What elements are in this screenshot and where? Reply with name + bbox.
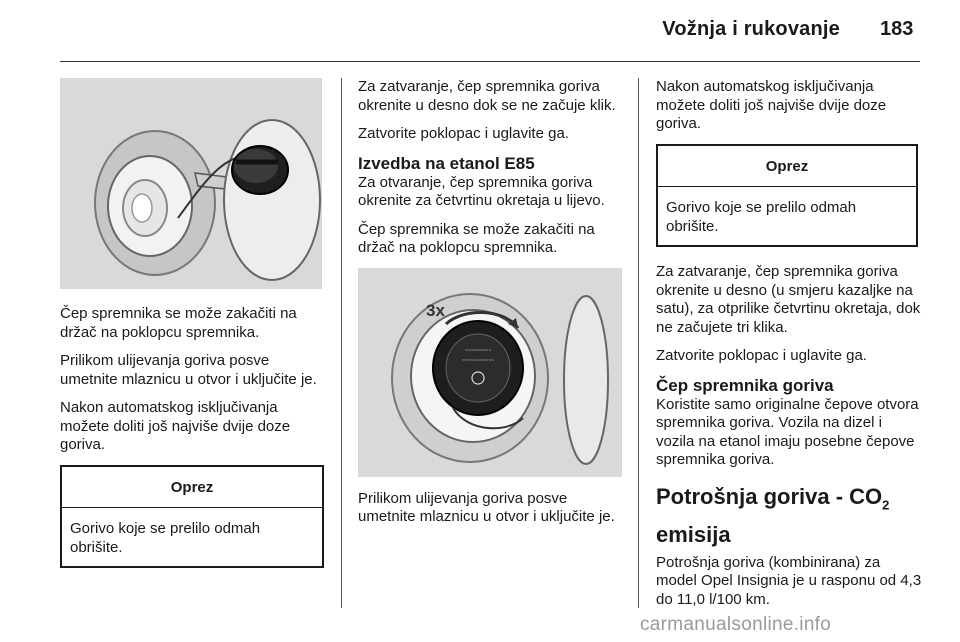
- svg-text:~~~~~~~~~: ~~~~~~~~~: [464, 347, 492, 354]
- caution-heading: Oprez: [658, 146, 916, 188]
- heading-subscript: 2: [882, 496, 890, 512]
- paragraph: Zatvorite poklopac i uglavite ga.: [656, 347, 867, 364]
- paragraph: Za zatvaranje, čep spremnika goriva okrenite u desno (u smjeru kazaljke na satu), za otprilike četvrtinu okretaja, dok ne začujete tri klika.: [656, 263, 921, 336]
- paragraph: Nakon automatskog isključivanja možete doliti još najviše dvije doze goriva.: [656, 78, 887, 132]
- header-divider: [60, 61, 920, 62]
- page-header-title: Vožnja i rukovanje: [662, 18, 840, 40]
- paragraph: Potrošnja goriva (kombinirana) za model Opel Insignia je u rasponu od 4,3 do 11,0 l/100 km.: [656, 553, 922, 608]
- caution-box: [656, 144, 918, 248]
- heading-text-line2: emisija: [656, 521, 731, 547]
- section-heading: Izvedba na etanol E85: [358, 153, 535, 173]
- caution-text: Gorivo koje se prelilo odmah obrišite.: [70, 520, 261, 556]
- paragraph: Za zatvaranje, čep spremnika goriva okrenite u desno dok se ne začuje klik.: [358, 78, 616, 114]
- column-2: [358, 78, 624, 537]
- column-3: [656, 78, 922, 619]
- paragraph: Prilikom ulijevanja goriva posve umetnite mlaznicu u otvor i uključite je.: [358, 489, 615, 525]
- caution-heading: Oprez: [62, 467, 322, 509]
- caution-text: Gorivo koje se prelilo odmah obrišite.: [666, 199, 857, 235]
- paragraph: Čep spremnika se može zakačiti na držač na poklopcu spremnika.: [60, 305, 297, 341]
- paragraph: Za otvaranje, čep spremnika goriva okrenite za četvrtinu okretaja u lijevo.: [358, 173, 605, 209]
- section-heading-large: [656, 482, 922, 550]
- watermark: carmanualsonline.info: [640, 614, 832, 635]
- paragraph: Čep spremnika se može zakačiti na držač na poklopcu spremnika.: [358, 220, 595, 256]
- e85-fuel-cap-illustration: [358, 268, 622, 477]
- svg-text:~~~~~~~~~~~: ~~~~~~~~~~~: [461, 357, 495, 364]
- paragraph: Zatvorite poklopac i uglavite ga.: [358, 125, 569, 142]
- paragraph: Prilikom ulijevanja goriva posve umetnite mlaznicu u otvor i uključite je.: [60, 352, 317, 388]
- column-divider-2: [638, 78, 639, 608]
- column-divider-1: [341, 78, 342, 608]
- fuel-cap-hanging-illustration: [60, 78, 322, 289]
- section-heading: Čep spremnika goriva: [656, 375, 834, 395]
- paragraph: Koristite samo originalne čepove otvora spremnika goriva. Vozila na dizel i vozila na etanol imaju posebne čepove spremnika goriva.: [656, 395, 919, 468]
- heading-text: Potrošnja goriva - CO: [656, 483, 883, 509]
- paragraph: Nakon automatskog isključivanja možete doliti još najviše dvije doze goriva.: [60, 399, 291, 453]
- page-number: 183: [880, 18, 914, 40]
- figure-label: 3x: [426, 300, 445, 320]
- column-1: [60, 78, 324, 568]
- caution-box: [60, 465, 324, 569]
